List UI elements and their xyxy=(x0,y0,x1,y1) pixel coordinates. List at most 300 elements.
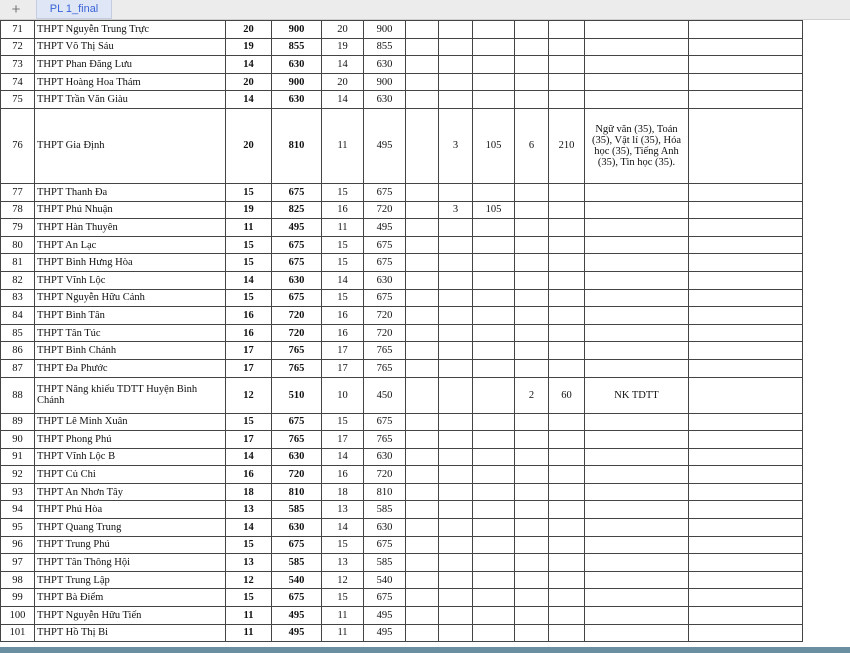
table-cell-c3: 720 xyxy=(272,466,322,484)
table-cell-c6 xyxy=(406,377,439,413)
table-cell-c9 xyxy=(515,501,549,519)
table-cell-c7 xyxy=(439,219,473,237)
table-cell-name: THPT Năng khiếu TDTT Huyện Bình Chánh xyxy=(35,377,226,413)
table-cell-c8 xyxy=(473,501,515,519)
table-cell-c4: 14 xyxy=(322,448,364,466)
table-cell-c11 xyxy=(585,236,689,254)
table-cell-c10 xyxy=(549,254,585,272)
table-cell-c3: 675 xyxy=(272,536,322,554)
table-cell-no: 101 xyxy=(1,624,35,642)
taskbar-strip xyxy=(0,647,850,653)
table-cell-name: THPT Tân Thông Hội xyxy=(35,554,226,572)
table-cell-c9 xyxy=(515,219,549,237)
table-cell-c12 xyxy=(689,38,803,56)
table-cell-c4: 11 xyxy=(322,108,364,183)
table-cell-c7 xyxy=(439,483,473,501)
table-cell-c3: 900 xyxy=(272,73,322,91)
table-cell-c3: 765 xyxy=(272,342,322,360)
table-cell-c6 xyxy=(406,483,439,501)
table-cell-c5: 765 xyxy=(364,359,406,377)
table-cell-c2: 13 xyxy=(226,501,272,519)
table-cell-c6 xyxy=(406,307,439,325)
table-cell-c10 xyxy=(549,448,585,466)
table-cell-c2: 17 xyxy=(226,359,272,377)
table-cell-c10 xyxy=(549,324,585,342)
table-cell-c12 xyxy=(689,554,803,572)
table-cell-c2: 16 xyxy=(226,466,272,484)
table-cell-c10 xyxy=(549,56,585,74)
table-cell-c11 xyxy=(585,289,689,307)
table-cell-c8 xyxy=(473,483,515,501)
table-cell-c5: 855 xyxy=(364,38,406,56)
table-cell-no: 81 xyxy=(1,254,35,272)
table-cell-c9 xyxy=(515,554,549,572)
table-cell-c4: 10 xyxy=(322,377,364,413)
table-row xyxy=(1,56,803,74)
table-cell-c7 xyxy=(439,183,473,201)
table-cell-no: 86 xyxy=(1,342,35,360)
table-cell-name: THPT Phú Hòa xyxy=(35,501,226,519)
table-cell-c3: 810 xyxy=(272,483,322,501)
table-cell-c6 xyxy=(406,466,439,484)
table-cell-c7 xyxy=(439,413,473,431)
table-cell-c3: 510 xyxy=(272,377,322,413)
table-cell-c11 xyxy=(585,554,689,572)
table-cell-c6 xyxy=(406,108,439,183)
table-cell-c4: 13 xyxy=(322,554,364,572)
table-cell-no: 85 xyxy=(1,324,35,342)
table-cell-c12 xyxy=(689,254,803,272)
table-cell-c5: 720 xyxy=(364,201,406,219)
table-cell-c8 xyxy=(473,589,515,607)
table-cell-c5: 675 xyxy=(364,413,406,431)
table-cell-c2: 16 xyxy=(226,324,272,342)
table-cell-c7: 3 xyxy=(439,108,473,183)
table-cell-c11 xyxy=(585,359,689,377)
table-cell-c4: 15 xyxy=(322,413,364,431)
table-cell-c10 xyxy=(549,289,585,307)
table-cell-name: THPT Phan Đăng Lưu xyxy=(35,56,226,74)
table-cell-no: 83 xyxy=(1,289,35,307)
table-cell-c10: 60 xyxy=(549,377,585,413)
table-cell-c7 xyxy=(439,21,473,39)
table-cell-c10 xyxy=(549,536,585,554)
table-row xyxy=(1,183,803,201)
table-cell-c2: 13 xyxy=(226,554,272,572)
table-cell-c11 xyxy=(585,91,689,109)
table-row xyxy=(1,108,803,183)
table-cell-c10 xyxy=(549,431,585,449)
table-cell-c8 xyxy=(473,431,515,449)
table-cell-c5: 720 xyxy=(364,324,406,342)
add-sheet-icon[interactable]: + xyxy=(11,1,21,18)
table-cell-c5: 765 xyxy=(364,431,406,449)
table-row xyxy=(1,483,803,501)
table-cell-c11 xyxy=(585,448,689,466)
table-cell-c4: 15 xyxy=(322,254,364,272)
table-row xyxy=(1,431,803,449)
table-cell-c9 xyxy=(515,413,549,431)
table-cell-no: 71 xyxy=(1,21,35,39)
table-row xyxy=(1,38,803,56)
table-cell-c12 xyxy=(689,377,803,413)
table-cell-c7 xyxy=(439,501,473,519)
table-cell-c2: 19 xyxy=(226,201,272,219)
table-cell-c8 xyxy=(473,254,515,272)
table-cell-c12 xyxy=(689,108,803,183)
sheet-tab-bar xyxy=(0,0,850,20)
table-cell-c7 xyxy=(439,519,473,537)
table-cell-c4: 18 xyxy=(322,483,364,501)
table-cell-name: THPT Gia Định xyxy=(35,108,226,183)
table-cell-c9 xyxy=(515,201,549,219)
table-cell-c10 xyxy=(549,21,585,39)
table-cell-c12 xyxy=(689,307,803,325)
table-cell-c6 xyxy=(406,413,439,431)
table-cell-c3: 630 xyxy=(272,91,322,109)
table-cell-c12 xyxy=(689,624,803,642)
table-cell-c12 xyxy=(689,519,803,537)
table-cell-name: THPT Hồ Thị Bi xyxy=(35,624,226,642)
table-cell-c7 xyxy=(439,73,473,91)
table-cell-c6 xyxy=(406,289,439,307)
table-cell-name: THPT Củ Chi xyxy=(35,466,226,484)
table-cell-name: THPT Tân Túc xyxy=(35,324,226,342)
table-cell-c11 xyxy=(585,21,689,39)
table-cell-c9 xyxy=(515,483,549,501)
table-cell-c3: 675 xyxy=(272,236,322,254)
table-cell-c11 xyxy=(585,73,689,91)
table-cell-c5: 630 xyxy=(364,56,406,74)
table-cell-c3: 495 xyxy=(272,607,322,625)
table-cell-c5: 450 xyxy=(364,377,406,413)
table-cell-c5: 675 xyxy=(364,289,406,307)
table-cell-c2: 14 xyxy=(226,91,272,109)
table-row xyxy=(1,254,803,272)
table-row xyxy=(1,219,803,237)
table-cell-c5: 495 xyxy=(364,607,406,625)
table-cell-c10: 210 xyxy=(549,108,585,183)
table-cell-c6 xyxy=(406,554,439,572)
table-cell-no: 97 xyxy=(1,554,35,572)
table-cell-c9 xyxy=(515,271,549,289)
table-cell-c4: 14 xyxy=(322,519,364,537)
table-cell-no: 75 xyxy=(1,91,35,109)
table-cell-c5: 720 xyxy=(364,466,406,484)
table-cell-c11 xyxy=(585,501,689,519)
table-cell-c10 xyxy=(549,571,585,589)
table-cell-no: 88 xyxy=(1,377,35,413)
table-cell-c5: 900 xyxy=(364,21,406,39)
table-cell-c8 xyxy=(473,554,515,572)
table-cell-c6 xyxy=(406,201,439,219)
table-cell-c4: 20 xyxy=(322,73,364,91)
table-cell-c7 xyxy=(439,624,473,642)
table-cell-c12 xyxy=(689,571,803,589)
table-cell-c6 xyxy=(406,571,439,589)
table-cell-name: THPT An Lạc xyxy=(35,236,226,254)
table-row xyxy=(1,448,803,466)
table-cell-c7 xyxy=(439,571,473,589)
table-cell-c10 xyxy=(549,271,585,289)
table-cell-c9 xyxy=(515,519,549,537)
table-cell-c9 xyxy=(515,21,549,39)
table-cell-c4: 15 xyxy=(322,536,364,554)
table-cell-c11 xyxy=(585,342,689,360)
table-cell-name: THPT Lê Minh Xuân xyxy=(35,413,226,431)
table-cell-c12 xyxy=(689,56,803,74)
table-cell-c4: 16 xyxy=(322,466,364,484)
table-cell-c10 xyxy=(549,201,585,219)
table-cell-c12 xyxy=(689,21,803,39)
table-row xyxy=(1,536,803,554)
table-cell-c11 xyxy=(585,431,689,449)
table-cell-no: 76 xyxy=(1,108,35,183)
table-cell-c11 xyxy=(585,183,689,201)
table-cell-c4: 17 xyxy=(322,359,364,377)
table-cell-c8 xyxy=(473,307,515,325)
table-cell-c6 xyxy=(406,219,439,237)
table-cell-name: THPT Hoàng Hoa Thám xyxy=(35,73,226,91)
table-cell-no: 87 xyxy=(1,359,35,377)
table-cell-name: THPT Nguyễn Hữu Tiến xyxy=(35,607,226,625)
table-cell-c2: 20 xyxy=(226,73,272,91)
table-cell-c2: 14 xyxy=(226,448,272,466)
table-row xyxy=(1,307,803,325)
table-cell-c7 xyxy=(439,589,473,607)
table-cell-c6 xyxy=(406,254,439,272)
table-cell-c9 xyxy=(515,359,549,377)
table-cell-name: THPT Phong Phú xyxy=(35,431,226,449)
table-cell-name: THPT Nguyễn Trung Trực xyxy=(35,21,226,39)
table-cell-c10 xyxy=(549,607,585,625)
table-cell-c10 xyxy=(549,38,585,56)
table-cell-c12 xyxy=(689,607,803,625)
table-cell-c5: 585 xyxy=(364,501,406,519)
table-cell-c7 xyxy=(439,536,473,554)
table-cell-c2: 12 xyxy=(226,377,272,413)
table-cell-c7 xyxy=(439,342,473,360)
table-cell-c9 xyxy=(515,448,549,466)
document-page xyxy=(0,20,850,647)
table-cell-c8 xyxy=(473,91,515,109)
table-cell-c3: 495 xyxy=(272,219,322,237)
table-cell-c11: Ngữ văn (35), Toán (35), Vật lí (35), Hóa học (35), Tiếng Anh (35), Tin học (35). xyxy=(585,108,689,183)
table-cell-c6 xyxy=(406,607,439,625)
table-cell-c10 xyxy=(549,554,585,572)
table-cell-c9 xyxy=(515,307,549,325)
table-cell-no: 98 xyxy=(1,571,35,589)
table-row xyxy=(1,324,803,342)
table-cell-c2: 14 xyxy=(226,519,272,537)
table-cell-c3: 675 xyxy=(272,183,322,201)
table-cell-c5: 675 xyxy=(364,236,406,254)
table-cell-name: THPT Quang Trung xyxy=(35,519,226,537)
table-cell-c4: 16 xyxy=(322,201,364,219)
table-row xyxy=(1,377,803,413)
table-cell-c4: 15 xyxy=(322,589,364,607)
table-cell-no: 93 xyxy=(1,483,35,501)
table-cell-c7 xyxy=(439,271,473,289)
table-cell-c4: 20 xyxy=(322,21,364,39)
table-cell-no: 80 xyxy=(1,236,35,254)
table-cell-c7 xyxy=(439,254,473,272)
table-cell-c5: 720 xyxy=(364,307,406,325)
table-cell-c5: 765 xyxy=(364,342,406,360)
table-cell-c11 xyxy=(585,219,689,237)
table-cell-c4: 15 xyxy=(322,236,364,254)
table-cell-name: THPT Vĩnh Lộc xyxy=(35,271,226,289)
table-cell-c4: 11 xyxy=(322,624,364,642)
table-cell-c9 xyxy=(515,342,549,360)
table-cell-c10 xyxy=(549,589,585,607)
table-cell-no: 94 xyxy=(1,501,35,519)
table-row xyxy=(1,342,803,360)
table-cell-c3: 630 xyxy=(272,519,322,537)
table-cell-c7 xyxy=(439,236,473,254)
table-cell-c7 xyxy=(439,377,473,413)
table-cell-c2: 18 xyxy=(226,483,272,501)
table-cell-c10 xyxy=(549,183,585,201)
table-cell-c3: 540 xyxy=(272,571,322,589)
table-cell-c2: 11 xyxy=(226,219,272,237)
table-row xyxy=(1,271,803,289)
table-cell-c12 xyxy=(689,342,803,360)
table-cell-c12 xyxy=(689,536,803,554)
table-cell-c2: 15 xyxy=(226,254,272,272)
table-cell-c11 xyxy=(585,571,689,589)
table-cell-c9 xyxy=(515,571,549,589)
table-cell-c8 xyxy=(473,219,515,237)
table-cell-c4: 19 xyxy=(322,38,364,56)
table-cell-c2: 14 xyxy=(226,56,272,74)
table-cell-c9 xyxy=(515,624,549,642)
table-cell-no: 73 xyxy=(1,56,35,74)
table-row xyxy=(1,589,803,607)
table-cell-c5: 495 xyxy=(364,219,406,237)
table-cell-c10 xyxy=(549,413,585,431)
table-cell-no: 74 xyxy=(1,73,35,91)
table-cell-c11 xyxy=(585,483,689,501)
table-cell-c11 xyxy=(585,536,689,554)
table-cell-c11: NK TDTT xyxy=(585,377,689,413)
table-cell-c10 xyxy=(549,466,585,484)
table-cell-c12 xyxy=(689,448,803,466)
table-cell-c8 xyxy=(473,73,515,91)
table-cell-c10 xyxy=(549,91,585,109)
sheet-tab[interactable]: PL 1_final xyxy=(36,0,112,19)
table-cell-c8 xyxy=(473,38,515,56)
table-cell-c6 xyxy=(406,183,439,201)
table-row xyxy=(1,236,803,254)
table-cell-c12 xyxy=(689,183,803,201)
table-cell-c6 xyxy=(406,324,439,342)
table-cell-c4: 16 xyxy=(322,307,364,325)
table-cell-c6 xyxy=(406,519,439,537)
table-cell-c3: 720 xyxy=(272,307,322,325)
table-cell-c11 xyxy=(585,519,689,537)
table-cell-c11 xyxy=(585,624,689,642)
table-cell-c7 xyxy=(439,324,473,342)
table-cell-c3: 630 xyxy=(272,448,322,466)
table-cell-c7 xyxy=(439,448,473,466)
table-cell-c7: 3 xyxy=(439,201,473,219)
table-row xyxy=(1,359,803,377)
table-cell-c2: 11 xyxy=(226,624,272,642)
table-cell-c4: 14 xyxy=(322,56,364,74)
table-cell-name: THPT Vĩnh Lộc B xyxy=(35,448,226,466)
table-cell-c8: 105 xyxy=(473,108,515,183)
table-cell-c3: 495 xyxy=(272,624,322,642)
table-cell-c3: 720 xyxy=(272,324,322,342)
table-cell-c2: 17 xyxy=(226,431,272,449)
table-cell-c10 xyxy=(549,483,585,501)
table-cell-c5: 630 xyxy=(364,271,406,289)
table-cell-c4: 17 xyxy=(322,342,364,360)
table-cell-c2: 14 xyxy=(226,271,272,289)
table-row xyxy=(1,289,803,307)
table-cell-no: 78 xyxy=(1,201,35,219)
table-cell-c6 xyxy=(406,91,439,109)
table-row xyxy=(1,607,803,625)
table-cell-c9 xyxy=(515,324,549,342)
table-cell-c12 xyxy=(689,501,803,519)
table-cell-name: THPT Võ Thị Sáu xyxy=(35,38,226,56)
table-cell-c11 xyxy=(585,271,689,289)
table-cell-no: 96 xyxy=(1,536,35,554)
table-row xyxy=(1,519,803,537)
table-cell-c8 xyxy=(473,377,515,413)
table-row xyxy=(1,73,803,91)
table-cell-c9 xyxy=(515,56,549,74)
table-cell-c8 xyxy=(473,624,515,642)
table-cell-c7 xyxy=(439,359,473,377)
table-cell-c2: 17 xyxy=(226,342,272,360)
table-cell-c9: 6 xyxy=(515,108,549,183)
table-cell-c5: 495 xyxy=(364,624,406,642)
table-cell-c10 xyxy=(549,624,585,642)
table-cell-name: THPT Phú Nhuận xyxy=(35,201,226,219)
table-cell-c2: 15 xyxy=(226,589,272,607)
table-cell-c12 xyxy=(689,73,803,91)
table-cell-c8 xyxy=(473,56,515,74)
table-cell-c12 xyxy=(689,219,803,237)
table-cell-c9 xyxy=(515,254,549,272)
table-cell-c8 xyxy=(473,21,515,39)
table-cell-c8 xyxy=(473,413,515,431)
table-cell-c5: 900 xyxy=(364,73,406,91)
table-row xyxy=(1,21,803,39)
table-cell-c4: 14 xyxy=(322,271,364,289)
schools-table xyxy=(0,20,803,642)
table-cell-c11 xyxy=(585,201,689,219)
table-cell-c7 xyxy=(439,289,473,307)
table-cell-c7 xyxy=(439,607,473,625)
table-cell-c6 xyxy=(406,73,439,91)
table-cell-name: THPT Trần Văn Giàu xyxy=(35,91,226,109)
table-cell-c12 xyxy=(689,359,803,377)
table-cell-name: THPT Trung Phú xyxy=(35,536,226,554)
table-cell-c12 xyxy=(689,271,803,289)
table-cell-c4: 16 xyxy=(322,324,364,342)
table-cell-c5: 675 xyxy=(364,589,406,607)
table-cell-c4: 15 xyxy=(322,183,364,201)
table-cell-c6 xyxy=(406,38,439,56)
table-cell-no: 90 xyxy=(1,431,35,449)
table-cell-c7 xyxy=(439,56,473,74)
table-cell-c4: 12 xyxy=(322,571,364,589)
table-cell-no: 72 xyxy=(1,38,35,56)
